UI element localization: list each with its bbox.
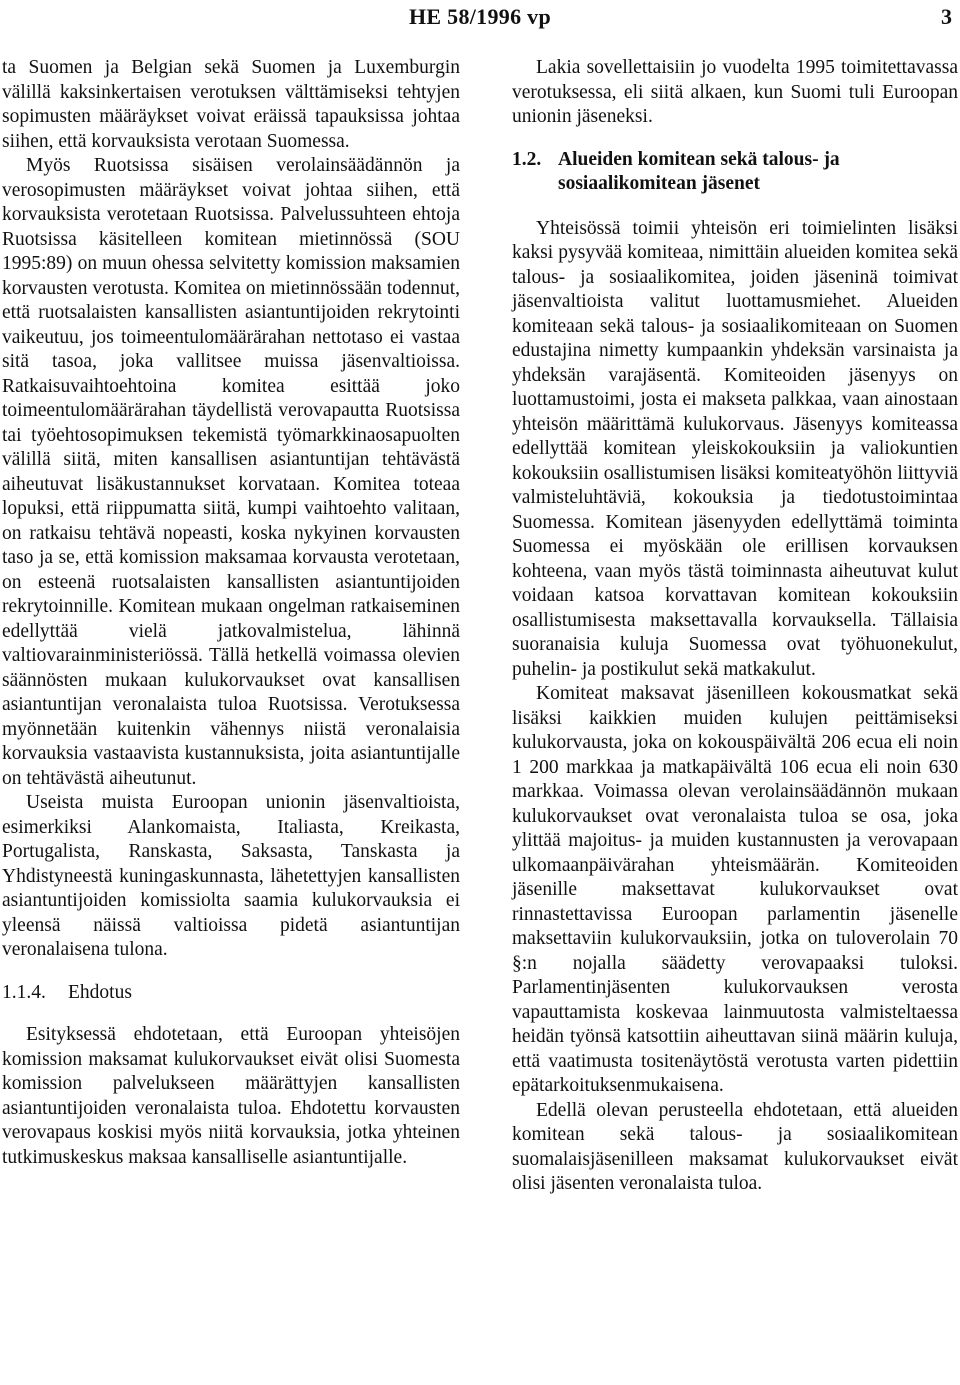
section-heading-komiteat [512,148,958,197]
right-paragraph-4: Edellä olevan perusteella ehdotetaan, että alueiden komitean sekä talous- ja sosiaalikomitean suomalaisjäsenilleen maksamat kulukorvaukset eivät olisi jäsenten veronalaista tuloa. [512,1099,958,1194]
left-paragraph-3: Useista muista Euroopan unionin jäsenvaltioista, esimerkiksi Alankomaista, Italiasta, Kreikasta, Portugalista, Ranskasta, Saksasta, Tanskasta ja Yhdistyneestä kuningaskunnasta, lähetettyjen kansallisten asiantuntijoiden komissiolta saamia kulukorvauksia ei yleensä näissä valtioissa pidetä asiantuntijan veronalaisena tulona. [2,792,460,960]
right-paragraph-1: Lakia sovellettaisiin jo vuodelta 1995 toimitettavassa verotuksessa, eli siitä alkaen, kun Suomi tuli Euroopan unionin jäseneksi. [512,57,958,127]
right-paragraph-3: Komiteat maksavat jäsenilleen kokousmatkat sekä lisäksi kaikkien muiden kulujen peittämiseksi kulukorvausta, joka on kokouspäivältä 206 ecua eli noin 1 200 markkaa ja matkapäivältä 106 ecua eli noin 630 markkaa. Voimassa olevan verolainsäädännön mukaan kulukorvaukset ovat veronalaista tuloa se osa, joka ylittää majoitus- ja muiden kustannusten ja verovapaan ulkomaanpäivärahan yhteismäärän. Komiteoiden jäsenille maksettavat kulukorvaukset ovat rinnastettavissa Euroopan parlamentin jäsenelle maksettaviin kulukorvauksiin, jotka on tuloverolain 70 §:n nojalla säädetty verovapaaksi tuloksi. Parlamentinjäsenten kulukorvauksen verosta vapauttamista koskevaa lainmuutosta valmisteltaessa heidän työnsä katsottiin aiheuttavan siinä määrin kuluja, että vaatimusta tositenäytöstä verotusta varten pidettiin epätarkoituksenmukaisena. [512,683,958,1096]
right-column [512,56,958,1197]
document-id: HE 58/1996 vp [408,4,552,29]
section-title: Alueiden komitean sekä talous- ja sosiaalikomitean jäsenet [558,148,840,194]
section-heading-ehdotus [2,981,460,1006]
left-paragraph-2: Myös Ruotsissa sisäisen verolainsäädännön ja verosopimusten määräykset voivat johtaa siihen, että korvauksista verotetaan Ruotsissa. Palvelussuhteen ehtoja Ruotsissa käsitelleen komitean mietinnössä (SOU 1995:89) on muun ohessa selvitetty komission maksamien korvausten verotusta. Komitea on mietinnössään todennut, että ruotsalaisten kansallisten asiantuntijoiden rekrytointi vaikeutuu, jos toimeentulomäärärahan nettotaso ei vastaa sitä tasoa, joka vallitsee muissa jäsenvaltioissa. Ratkaisuvaihtoehtoina komitea esittää joko toimeentulomäärärahan täydellistä verovapautta Ruotsissa tai työehtosopimuksen tekemistä työmarkkinaosapuolten välillä siitä, miten kansallisen asiantuntijan tehtävästä aiheutuvat lisäkustannukset korvataan. Komitea toteaa lopuksi, että riippumatta siitä, kumpi vaihtoehto valitaan, on ratkaisu tehtävä nopeasti, koska nykyinen korvausten taso ja se, että komission maksamaa korvausta verotetaan, on esteenä ruotsalaisten kansallisten asiantuntijoiden rekrytoinnille. Komitean mukaan ongelman ratkaiseminen edellyttää vielä jatkovalmistelua, lähinnä valtiovarainministeriössä. Tällä hetkellä voimassa olevien säännösten mukaan kulukorvaukset ovat kansallisen asiantuntijan veronalaista tuloa Ruotsissa. Verotuksessa myönnetään kuitenkin vähennys niistä veronalaisia korvauksia vastaavista kustannuksista, joita asiantuntijalle on tehtävästä aiheutunut. [2,155,460,789]
right-paragraph-2: Yhteisössä toimii yhteisön eri toimielinten lisäksi kaksi pysyvää komiteaa, nimittäin alueiden komitea sekä talous- ja sosiaalikomitea, joiden jäseninä toimivat jäsenvaltioista valitut luottamusmiehet. Alueiden komiteaan sekä talous- ja sosiaalikomiteaan on Suomen edustajina nimetty kumpaankin yhdeksän varsinaista ja yhdeksän varajäsentä. Komiteoiden jäsenyys on luottamustoimi, josta ei makseta palkkaa, vaan ainostaan yhteisön määrittämä kulukorvaus. Jäsenyys komiteassa edellyttää komitean yleiskokouksiin ja valiokuntien kokouksiin osallistumisen lisäksi komiteatyöhön liittyviä valmisteluhtäviä, kokouksia ja tiedotustoimintaa Suomessa. Komitean jäsenyyden edellyttämä toiminta Suomessa ei myöskään ole erillisen korvauksen kohteena, vaan myös tästä toiminnasta aiheutuvat kulut voidaan katsoa korvattavan komitean kokouksiin osallistumisesta maksettavalla korvauksella. Tällaisia suoranaisia kuluja Suomessa ovat työhuonekulut, puhelin- ja postikulut sekä matkakulut. [512,217,958,680]
section-number: 1.2. [512,148,542,170]
left-column [2,56,460,1170]
page-number: 3 [941,4,952,29]
left-paragraph-4: Esityksessä ehdotetaan, että Euroopan yhteisöjen komission maksamat kulukorvaukset eivät olisi Suomesta komission palvelukseen määrättyjen kansallisten asiantuntijoiden veronalaista tuloa. Ehdotettu korvausten verovapaus koskisi myös niitä korvauksia, jotka yhteinen tutkimuskeskus maksaa kansalliselle asiantuntijalle. [2,1024,460,1168]
page-header [0,4,960,30]
left-paragraph-1: ta Suomen ja Belgian sekä Suomen ja Luxemburgin välillä kaksinkertaisen verotuksen välttämiseksi tehtyjen sopimusten määräykset voivat eräissä tapauksissa johtaa siihen, että korvauksista verotaan Suomessa. [2,57,460,152]
section-number: 1.1.4. [2,981,46,1003]
section-title: Ehdotus [68,981,132,1003]
